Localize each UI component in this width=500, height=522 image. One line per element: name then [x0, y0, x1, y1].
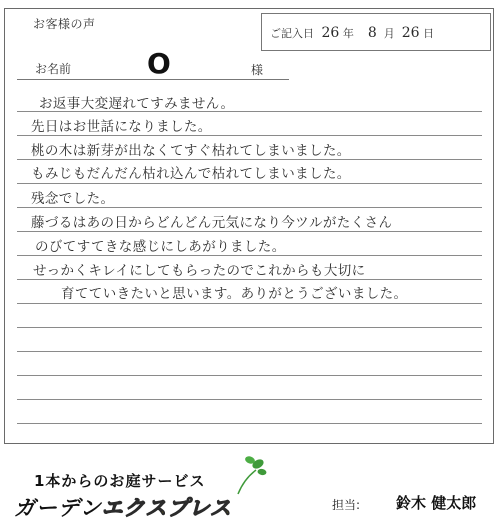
ruled-line [17, 159, 482, 160]
date-day: 26 [401, 25, 420, 41]
footer [0, 448, 500, 522]
logo-main-text: ガーデン [14, 496, 102, 520]
feedback-card [4, 8, 494, 444]
date-month-unit: 月 [383, 27, 395, 40]
name-underline [17, 79, 289, 80]
name-label: お名前 [35, 62, 72, 76]
ruled-line [17, 207, 482, 208]
message-line: せっかくキレイにしてもらったのでこれからも大切に [33, 263, 366, 279]
ruled-line [17, 303, 482, 304]
ruled-line [17, 375, 482, 376]
name-suffix: 様 [251, 63, 264, 77]
message-line: のびてすてきな感じにしあがりました。 [35, 239, 286, 255]
message-line: 藤づるはあの日からどんどん元気になり今ツルがたくさん [31, 215, 393, 231]
date-year: 26 [321, 25, 340, 41]
date-row [270, 25, 434, 41]
message-line: お返事大変遅れてすみません。 [39, 96, 235, 112]
ruled-line [17, 327, 482, 328]
ruled-line [17, 135, 482, 136]
staff-name: 鈴木 健太郎 [396, 494, 477, 512]
date-label: ご記入日 [270, 27, 314, 40]
message-line: 残念でした。 [31, 191, 115, 207]
date-field [261, 13, 491, 51]
message-line: 育てていきたいと思います。ありがとうございました。 [61, 286, 408, 302]
form-title: お客様の声 [33, 17, 96, 31]
ruled-line [17, 231, 482, 232]
logo-accent-text: エクスプレス [101, 496, 232, 520]
staff-label: 担当: [332, 498, 361, 512]
ruled-line [17, 351, 482, 352]
ruled-line [17, 183, 482, 184]
customer-name: O [147, 47, 171, 80]
ruled-line [17, 255, 482, 256]
message-line: 先日はお世話になりました。 [31, 119, 212, 135]
sprout-icon [232, 454, 268, 496]
date-year-unit: 年 [342, 27, 354, 40]
ruled-line [17, 399, 482, 400]
brand-logo [14, 492, 232, 522]
ruled-line [17, 279, 482, 280]
message-line: 桃の木は新芽が出なくてすぐ枯れてしまいました。 [31, 143, 351, 159]
message-line: もみじもだんだん枯れ込んで枯れてしまいました。 [31, 166, 351, 182]
service-tagline: 1本からのお庭サービス [34, 472, 206, 490]
ruled-line [17, 423, 482, 424]
date-month: 8 [367, 25, 377, 41]
date-day-unit: 日 [423, 27, 435, 40]
